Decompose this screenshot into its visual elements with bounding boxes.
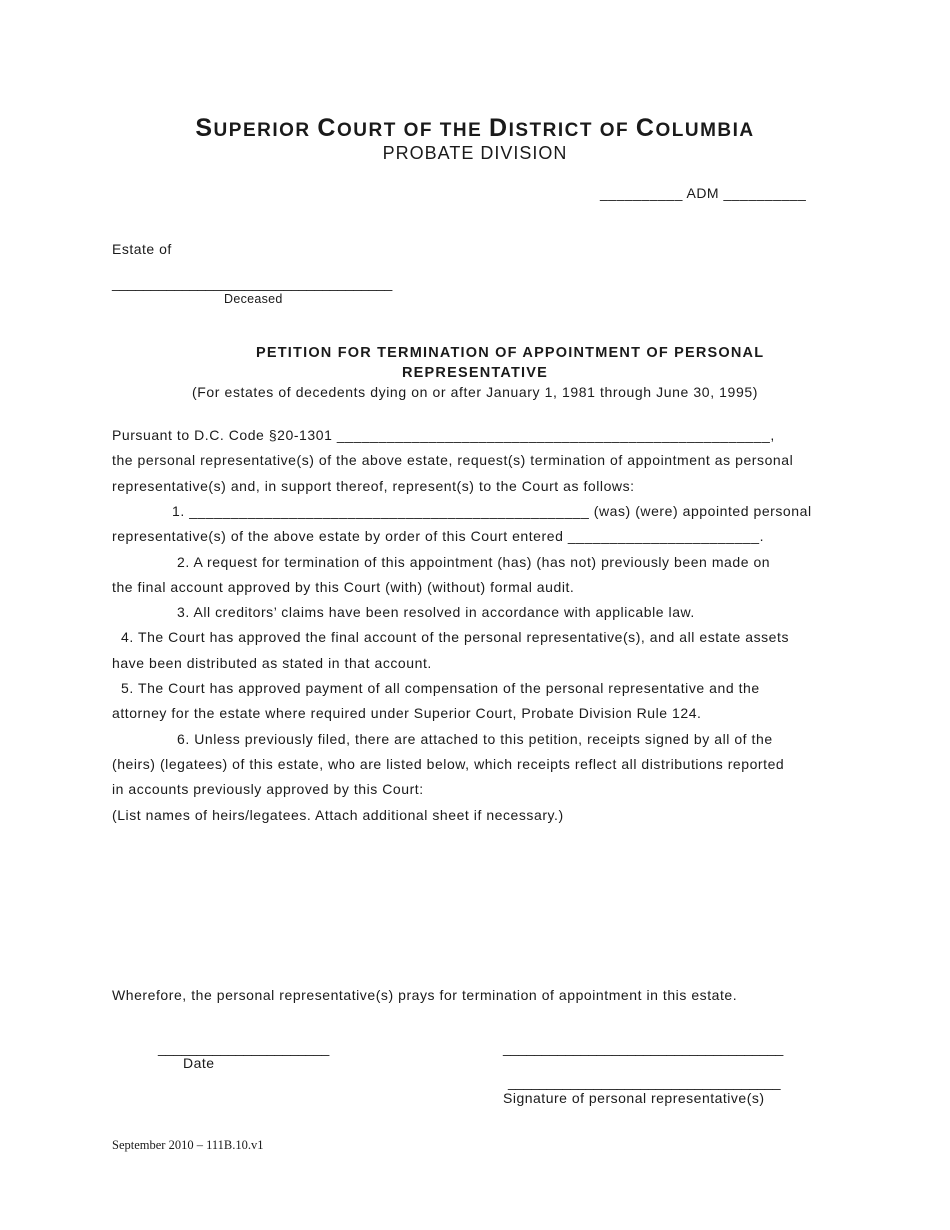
- signature-field-2[interactable]: ___________________________________: [508, 1074, 781, 1090]
- body-line: 3. All creditors’ claims have been resolved in accordance with applicable law.: [177, 604, 695, 621]
- signature-label: Signature of personal representative(s): [503, 1090, 765, 1106]
- body-line: the personal representative(s) of the above estate, request(s) termination of appointment as personal: [112, 452, 794, 469]
- body-line: representative(s) and, in support thereof, represent(s) to the Court as follows:: [112, 477, 635, 494]
- body-line: have been distributed as stated in that account.: [112, 654, 432, 671]
- wherefore-clause: Wherefore, the personal representative(s) prays for termination of appointment in this estate.: [112, 987, 738, 1003]
- body-line: (List names of heirs/legatees. Attach additional sheet if necessary.): [112, 806, 564, 823]
- form-revision-footer: September 2010 – 111B.10.v1: [112, 1138, 264, 1152]
- body-line: 4. The Court has approved the final account of the personal representative(s), and all estate assets: [121, 629, 789, 646]
- petition-applicability-note: (For estates of decedents dying on or after January 1, 1981 through June 30, 1995): [192, 384, 758, 400]
- title-word: OURT OF THE: [336, 120, 490, 141]
- deceased-label: Deceased: [224, 292, 283, 306]
- body-line: representative(s) of the above estate by order of this Court entered _______________________.: [112, 528, 765, 545]
- body-line: 5. The Court has approved payment of all compensation of the personal representative and the: [121, 680, 760, 696]
- decedent-name-field[interactable]: ____________________________________: [112, 275, 393, 291]
- title-word: ISTRICT OF: [508, 120, 636, 141]
- title-word: OLUMBIA: [655, 120, 755, 141]
- body-line: (heirs) (legatees) of this estate, who are listed below, which receipts reflect all distributions reported: [112, 755, 785, 772]
- title-initial: S: [195, 114, 214, 142]
- date-field[interactable]: ______________________: [158, 1040, 330, 1056]
- petition-title-line-1: PETITION FOR TERMINATION OF APPOINTMENT OF PERSONAL: [256, 345, 765, 361]
- body-line: 1. ________________________________________________ (was) (were) appointed personal: [172, 502, 812, 519]
- signature-field-1[interactable]: ____________________________________: [503, 1040, 784, 1056]
- title-initial: C: [635, 114, 656, 142]
- title-initial: C: [317, 114, 337, 142]
- title-word: UPERIOR: [213, 120, 318, 141]
- division-subtitle: PROBATE DIVISION: [382, 143, 568, 163]
- body-line: in accounts previously approved by this Court:: [112, 781, 424, 798]
- title-initial: D: [489, 114, 509, 142]
- body-line: 2. A request for termination of this appointment (has) (has not) previously been made on: [177, 553, 771, 570]
- body-line: 6. Unless previously filed, there are attached to this petition, receipts signed by all of the: [177, 730, 773, 747]
- date-label: Date: [183, 1055, 215, 1071]
- adm-number-field[interactable]: __________ ADM __________: [600, 185, 807, 201]
- body-line: the final account approved by this Court (with) (without) formal audit.: [112, 578, 575, 595]
- petition-title-line-2: REPRESENTATIVE: [402, 365, 548, 381]
- court-title: [0, 114, 950, 143]
- estate-of-label: Estate of: [112, 241, 172, 257]
- body-line: Pursuant to D.C. Code §20-1301 ____________________________________________________,: [112, 427, 775, 443]
- body-line: attorney for the estate where required under Superior Court, Probate Division Rule 124.: [112, 705, 702, 722]
